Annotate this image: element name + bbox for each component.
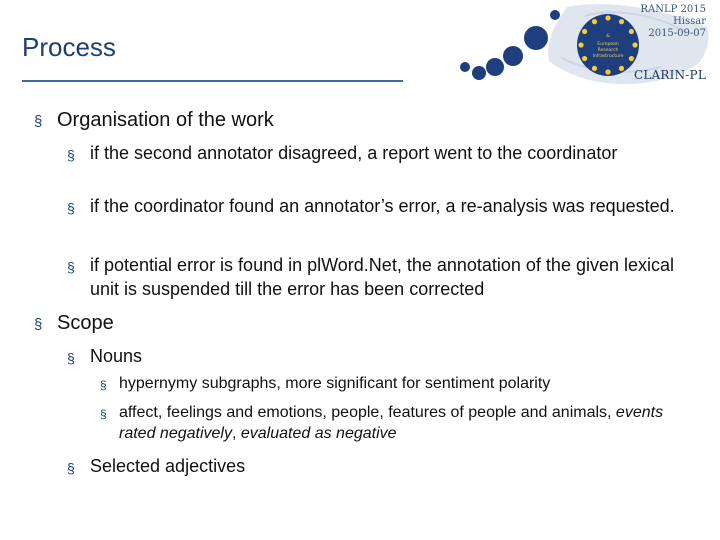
bullet-marker: § [100,378,107,392]
bullet-noun-item [100,373,690,394]
bullet-text: hypernymy subgraphs, more significant for sentiment polarity [119,375,551,392]
bullet-adjectives [67,454,687,478]
bullet-text: if potential error is found in plWord.Net, the annotation of the given lexical unit is suspended till the error has been corrected [90,255,675,299]
noun-item-separator: , [231,425,241,442]
brand-label: CLARIN-PL [634,68,706,82]
logo-small-text: Infrastructure [592,54,624,59]
bullet-nouns [67,344,687,368]
bullet-text: Scope [57,312,114,334]
bullet-marker: § [67,147,75,163]
bullet-text: Nouns [90,346,143,366]
noun-item-italic: evaluated as negative [240,425,397,442]
bullet-text: Selected adjectives [90,456,246,476]
bullet-marker: § [67,350,75,366]
slide-title: Process [22,32,116,62]
bullet-text: if the second annotator disagreed, a report went to the coordinator [90,143,618,163]
logo-small-text: European [597,42,619,47]
bullet-marker: § [34,113,43,130]
bullet-organisation-item [67,253,687,301]
bullet-marker: § [34,316,43,333]
bullet-marker: § [67,259,75,275]
bullet-organisation-item [67,194,687,218]
bullet-marker: § [67,200,75,216]
bullet-scope [34,311,684,335]
bullet-marker: § [100,407,107,421]
event-date: 2015-09-07 [648,28,706,39]
noun-item-italic: events rated negatively [119,404,664,442]
bullet-text [100,402,690,444]
bullet-marker: § [67,460,75,476]
bullet-text: if the coordinator found an annotator’s error, a re-analysis was requested. [90,196,675,216]
bullet-noun-item [100,402,690,444]
logo-small-text: & [606,34,610,39]
noun-item-prefix: affect, feelings and emotions, people, features of people and animals, [119,404,616,421]
event-name: RANLP 2015 [640,4,706,15]
event-meta [586,4,706,40]
bullet-organisation-item [67,141,687,165]
event-place: Hissar [673,16,706,27]
logo-small-text: Research [597,48,619,53]
bullet-organisation [34,108,684,132]
bullet-text: Organisation of the work [57,109,274,131]
